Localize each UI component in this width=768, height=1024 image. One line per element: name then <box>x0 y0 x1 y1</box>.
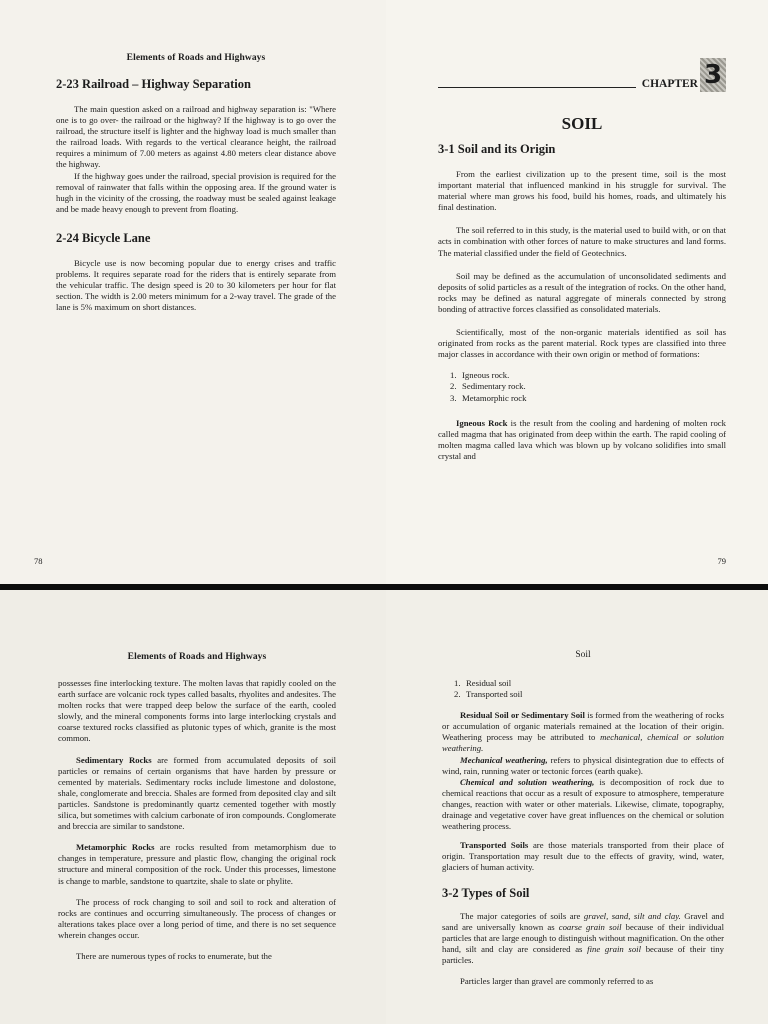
paragraph: Chemical and solution weathering, is decomposition of rock due to chemical reactions that occur as a result of exposure to atmosphere, temperature changes, reaction with water or other materials. Likewise, climate, topography, drainage and vegetative cover have great influences on the chemical or solution weathering process. <box>442 776 724 832</box>
paragraph: If the highway goes under the railroad, special provision is required for the removal of rainwater that falls within the opposing area. If the ground water is hugh in the vicinity of the crossing, the roadway must be sealed against leakage and be made heavy enough to prevent from floating. <box>56 170 336 214</box>
chapter-header <box>438 62 726 92</box>
paragraph: Igneous Rock is the result from the cooling and hardening of molten rock called magma that has originated from deep within the earth. The rapid cooling of molten magma called lava which was blown up by volcano solidifies into small crystal and <box>438 417 726 461</box>
page-number: 79 <box>717 556 726 566</box>
page-78 <box>0 0 386 590</box>
paragraph: Particles larger than gravel are commonly referred to as <box>460 975 654 986</box>
paragraph: Metamorphic Rocks are rocks resulted from metamorphism due to changes in temperature, pressure and plastic flow, changing the original rock structure and mineral composition of the rock. Under this processes, limestone is change to marble, sandstone to quartzite, shale to slate or phylite. <box>58 842 336 886</box>
paragraph: Soil may be defined as the accumulation of unconsolidated sediments and deposits of solid particles as a result of the integration of rocks. On the other hand, rocks may be defined as natural aggregate of minerals connected by strong bonding of attractive forces classified as consolidated materials. <box>438 270 726 314</box>
list-item: 3. Metamorphic rock <box>450 392 527 403</box>
paragraph: There are numerous types of rocks to enumerate, but the <box>76 950 272 961</box>
list-item: 2. Transported soil <box>454 689 523 700</box>
running-head: Elements of Roads and Highways <box>126 53 266 63</box>
paragraph: Bicycle use is now becoming popular due to energy crises and traffic problems. It requires separate road for the riders that is entirely separate from the vehicular traffic. The design speed is 20 to 30 kilometers per hour for flat section. The width is 2.00 meters minimum for a 2-way travel. The grade of the lane is 5% maximum on short distances. <box>56 257 336 313</box>
list-item: 1. Igneous rock. <box>450 370 510 381</box>
section-2-23-title: 2-23 Railroad – Highway Separation <box>56 77 251 91</box>
paragraph: Sedimentary Rocks are formed from accumulated deposits of soil particles or remains of certain organisms that have harden by pressure or cemented by materials. Sedimentary rocks include limestone and dolostone, shale, conglomerate and breccia. Shales are formed from deposited clay and silt particles. Sandstone is predominantly quartz cemented together with mostly silica, but sometimes with calcium carbonate of iron compounds. Conglomerate and breccia are similar to sandstone. <box>58 754 336 832</box>
paragraph: possesses fine interlocking texture. The molten lavas that rapidly cooled on the earth surface are volcanic rock types called basalts, rhyolites and andesites. The molten rocks that were trapped deep below the surface of the earth, cooled slowly, and the mineral components forms into large interlocking crystals and coarse textured rocks classified as plutonic types of which, granite is the most common. <box>58 678 336 744</box>
paragraph: From the earliest civilization up to the present time, soil is the most important material that influenced mankind in his struggle for survival. The material where man grows his food, build his homes, roads, and ultimately his final destination. <box>438 169 726 213</box>
paragraph: The main question asked on a railroad and highway separation is: "Where one is to go over- the railroad or the highway? If the highway is to go over the railroad, the structure itself is lighter and the highway load is much smaller than the railroad loads. With regards to the vertical clearance height, the railroad requires a minimum of 7.00 meters as against 4.80 meters clear distance above the highway. <box>56 104 336 170</box>
section-2-24-title: 2-24 Bicycle Lane <box>56 230 151 245</box>
running-head: Elements of Roads and Highways <box>127 652 267 662</box>
chapter-number-badge: 3 <box>700 58 726 92</box>
list-item: 1. Residual soil <box>454 678 512 688</box>
paragraph: Mechanical weathering, refers to physical disintegration due to effects of wind, rain, running water or tectonic forces (earth quake). <box>442 754 724 776</box>
paragraph: Transported Soils are those materials transported from their place of origin. Transportation may result due to the effects of gravity, wind, water, glaciers of human activity. <box>442 840 724 873</box>
chapter-title: SOIL <box>561 114 603 133</box>
soil-origin-list <box>442 678 724 700</box>
section-3-1-title: 3-1 Soil and its Origin <box>438 142 556 156</box>
page-79 <box>386 0 768 590</box>
paragraph: The major categories of soils are gravel, sand, silt and clay. Gravel and sand are universally known as coarse grain soil because of their individual particles that are large enough to distinguish without magnification. On the other hand, silt and clay are considered as fine grain soil because of their tiny particles. <box>442 910 724 965</box>
paragraph: The soil referred to in this study, is the material used to build with, or on that acts in combination with other forces of nature to make structures and land forms. The material classified under the field of Geotechnics. <box>438 225 726 258</box>
page-81 <box>386 590 768 1024</box>
paragraph: Scientifically, most of the non-organic materials identified as soil has originated from rocks as the parent material. Rock types are classified into three major classes in accordance with their own origin or method of formations: <box>438 327 726 360</box>
page-number: 78 <box>34 556 43 566</box>
page-80 <box>0 590 386 1024</box>
chapter-rule <box>438 87 636 88</box>
rock-types-list <box>438 370 726 403</box>
chapter-label: CHAPTER <box>641 78 698 90</box>
paragraph: The process of rock changing to soil and soil to rock and alteration of rocks are continues and occurring simultaneously. The process of changes or alterations takes place over a long period of time, and there is no set sequence wherein changes occur. <box>58 896 336 940</box>
list-item: 2. Sedimentary rock. <box>450 381 526 392</box>
section-3-2-title: 3-2 Types of Soil <box>442 885 530 900</box>
paragraph: Residual Soil or Sedimentary Soil is formed from the weathering of rocks or accumulation of organic materials remained at the location of their origin. Weathering process may be attributed to mechanical, chemical or solution weathering. <box>442 710 725 754</box>
running-head: Soil <box>575 650 591 660</box>
